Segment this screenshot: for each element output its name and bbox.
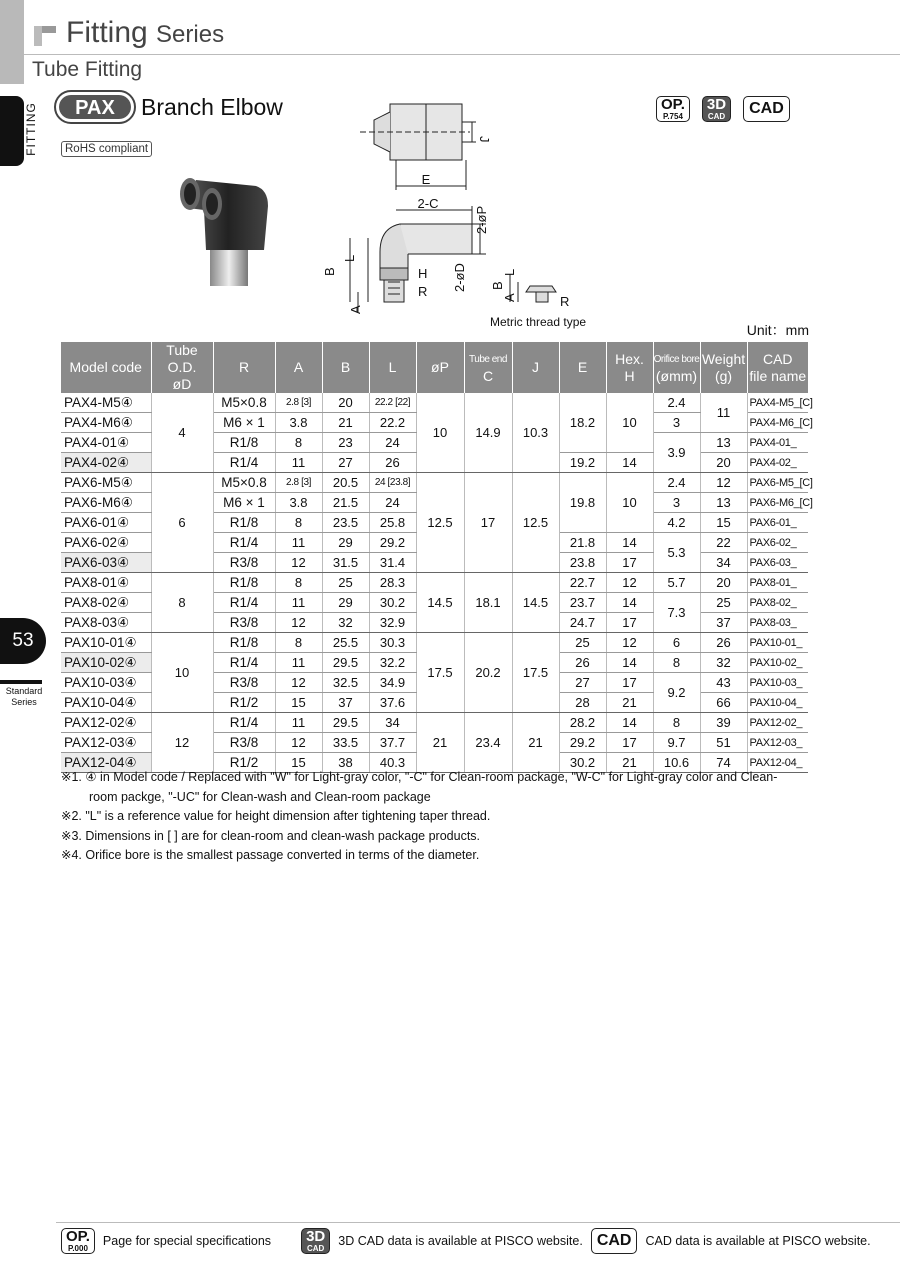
model-code-cell: PAX8-03④: [61, 613, 151, 633]
table-cell: 12: [275, 733, 322, 753]
table-cell: 14.9: [464, 393, 512, 473]
table-cell: R1/4: [213, 713, 275, 733]
cad-file-cell: PAX6-M6_[C]: [747, 493, 808, 513]
note-1-cont: room packge, "-UC" for Clean-wash and Clean-room package: [89, 789, 431, 804]
svg-text:PAX: PAX: [75, 97, 115, 119]
table-cell: 8: [653, 713, 700, 733]
table-cell: 8: [653, 653, 700, 673]
table-cell: 15: [275, 693, 322, 713]
table-cell: 22.7: [559, 573, 606, 593]
table-cell: 17: [606, 733, 653, 753]
table-cell: 17: [464, 473, 512, 573]
model-code-cell: PAX4-01④: [61, 433, 151, 453]
page-subtitle: Tube Fitting: [32, 58, 143, 81]
table-cell: R1/4: [213, 453, 275, 473]
svg-text:L: L: [342, 254, 357, 262]
product-photo: [176, 172, 276, 288]
svg-text:L: L: [502, 268, 517, 276]
notes: [61, 768, 806, 866]
table-cell: 24.7: [559, 613, 606, 633]
svg-text:A: A: [348, 305, 363, 314]
table-header-cell: Hex. H: [606, 342, 653, 393]
table-cell: 25.8: [369, 513, 416, 533]
svg-text:R: R: [560, 294, 570, 309]
cad-file-cell: PAX6-01_: [747, 513, 808, 533]
table-cell: 23.8: [559, 553, 606, 573]
table-cell: 32.5: [322, 673, 369, 693]
series-title: Fitting Series: [66, 16, 225, 49]
table-cell: R1/4: [213, 593, 275, 613]
table-cell: 74: [700, 753, 747, 773]
footer-cad-badge: CAD: [591, 1228, 638, 1254]
table-cell: 7.3: [653, 593, 700, 633]
svg-text:B: B: [490, 281, 505, 290]
table-cell: 18.2: [559, 393, 606, 453]
table-cell: 12: [700, 473, 747, 493]
model-code-cell: PAX12-03④: [61, 733, 151, 753]
table-cell: 28.2: [559, 713, 606, 733]
table-cell: 9.2: [653, 673, 700, 713]
table-cell: 23.4: [464, 713, 512, 773]
table-cell: 37.7: [369, 733, 416, 753]
table-cell: 11: [275, 653, 322, 673]
table-cell: R3/8: [213, 673, 275, 693]
table-header-cell: Tube end C: [464, 342, 512, 393]
table-cell: 30.2: [369, 593, 416, 613]
table-cell: 13: [700, 493, 747, 513]
table-header-cell: B: [322, 342, 369, 393]
unit-label: Unit：mm: [746, 322, 809, 338]
table-cell: 6: [653, 633, 700, 653]
table-cell: 9.7: [653, 733, 700, 753]
table-cell: 2.4: [653, 393, 700, 413]
table-cell: R1/4: [213, 653, 275, 673]
footer-3d-cad-text: 3D CAD data is available at PISCO website.: [338, 1234, 583, 1248]
table-cell: 11: [275, 713, 322, 733]
table-cell: 10.6: [653, 753, 700, 773]
table-cell: 10: [606, 393, 653, 453]
header-divider: [24, 54, 900, 55]
table-cell: 29.2: [369, 533, 416, 553]
table-cell: 26: [369, 453, 416, 473]
cad-file-cell: PAX6-03_: [747, 553, 808, 573]
table-cell: 12: [151, 713, 213, 773]
table-cell: 20: [322, 393, 369, 413]
table-cell: 15: [700, 513, 747, 533]
table-cell: 21.8: [559, 533, 606, 553]
table-cell: 8: [275, 573, 322, 593]
table-cell: 21: [322, 413, 369, 433]
table-cell: 22.2: [369, 413, 416, 433]
table-cell: 10.3: [512, 393, 559, 473]
fitting-side-tab: [0, 96, 24, 166]
table-cell: 29.5: [322, 713, 369, 733]
svg-text:2-øD: 2-øD: [452, 263, 467, 292]
model-code-cell: PAX6-03④: [61, 553, 151, 573]
svg-text:B: B: [322, 267, 337, 276]
cad-file-cell: PAX8-01_: [747, 573, 808, 593]
table-cell: 19.2: [559, 453, 606, 473]
table-header-cell: Weight (g): [700, 342, 747, 393]
table-header-cell: E: [559, 342, 606, 393]
table-cell: 8: [275, 513, 322, 533]
table-cell: 34.9: [369, 673, 416, 693]
table-cell: R1/8: [213, 633, 275, 653]
table-cell: 37.6: [369, 693, 416, 713]
table-row: [61, 473, 808, 493]
svg-text:R: R: [418, 284, 428, 299]
table-cell: 24: [369, 433, 416, 453]
table-cell: 17.5: [512, 633, 559, 713]
table-cell: 31.5: [322, 553, 369, 573]
table-cell: 30.3: [369, 633, 416, 653]
table-cell: R1/8: [213, 513, 275, 533]
table-cell: 11: [275, 593, 322, 613]
model-code-cell: PAX8-02④: [61, 593, 151, 613]
table-header-cell: J: [512, 342, 559, 393]
table-cell: 25: [322, 573, 369, 593]
model-code-cell: PAX10-04④: [61, 693, 151, 713]
table-cell: 14.5: [416, 573, 464, 633]
table-cell: 21: [416, 713, 464, 773]
table-cell: 24 [23.8]: [369, 473, 416, 493]
table-cell: 29.5: [322, 653, 369, 673]
table-cell: 3.8: [275, 493, 322, 513]
table-cell: 32: [700, 653, 747, 673]
model-code-cell: PAX10-01④: [61, 633, 151, 653]
table-header-row: [61, 342, 808, 393]
fitting-series-icon: [32, 22, 58, 48]
table-cell: 66: [700, 693, 747, 713]
pax-logo: [54, 90, 136, 124]
table-cell: 12: [606, 633, 653, 653]
table-cell: 5.7: [653, 573, 700, 593]
table-header-cell: A: [275, 342, 322, 393]
table-cell: 22.2 [22]: [369, 393, 416, 413]
table-row: [61, 573, 808, 593]
table-cell: 20.2: [464, 633, 512, 713]
table-cell: 17: [606, 613, 653, 633]
model-code-cell: PAX6-M6④: [61, 493, 151, 513]
footer-3d-cad-badge: 3D CAD: [301, 1228, 330, 1254]
table-cell: M5×0.8: [213, 393, 275, 413]
table-cell: 21: [606, 693, 653, 713]
model-code-cell: PAX6-01④: [61, 513, 151, 533]
table-cell: R1/4: [213, 533, 275, 553]
table-cell: 11: [275, 533, 322, 553]
spec-badges: [656, 96, 790, 122]
footer-legend: [61, 1228, 871, 1254]
table-cell: 31.4: [369, 553, 416, 573]
footer-divider: [56, 1222, 900, 1223]
table-cell: 14.5: [512, 573, 559, 633]
dimension-drawing: [322, 96, 610, 320]
table-header-cell: Model code: [61, 342, 151, 393]
table-cell: 23.5: [322, 513, 369, 533]
table-cell: 17.5: [416, 633, 464, 713]
table-header-cell: Orifice bore (ømm): [653, 342, 700, 393]
table-cell: 14: [606, 713, 653, 733]
op-badge[interactable]: OP. P.754: [656, 96, 690, 122]
3d-cad-badge[interactable]: 3D CAD: [702, 96, 731, 122]
svg-text:2-C: 2-C: [417, 196, 439, 211]
cad-file-cell: PAX10-02_: [747, 653, 808, 673]
table-cell: 2.4: [653, 473, 700, 493]
table-cell: 17: [606, 553, 653, 573]
table-cell: 3: [653, 413, 700, 433]
table-header-cell: Tube O.D. øD: [151, 342, 213, 393]
page-number: 53: [0, 618, 46, 664]
table-cell: M6 × 1: [213, 413, 275, 433]
table-cell: 12: [275, 673, 322, 693]
table-cell: 11: [275, 453, 322, 473]
model-code-cell: PAX4-M5④: [61, 393, 151, 413]
table-cell: 4.2: [653, 513, 700, 533]
table-cell: 26: [700, 633, 747, 653]
cad-badge[interactable]: CAD: [743, 96, 790, 122]
cad-file-cell: PAX12-02_: [747, 713, 808, 733]
table-cell: 22: [700, 533, 747, 553]
cad-file-cell: PAX4-01_: [747, 433, 808, 453]
cad-file-cell: PAX4-M5_[C]: [747, 393, 808, 413]
svg-text:H: H: [418, 266, 428, 281]
note-3: ※3. Dimensions in [ ] are for clean-room and clean-wash package products.: [61, 828, 481, 843]
table-cell: 15: [275, 753, 322, 773]
table-cell: 13: [700, 433, 747, 453]
table-cell: 19.8: [559, 473, 606, 533]
table-cell: 4: [151, 393, 213, 473]
table-cell: 14: [606, 453, 653, 473]
table-cell: 14: [606, 593, 653, 613]
svg-text:A: A: [502, 293, 517, 302]
table-cell: 43: [700, 673, 747, 693]
footer-op-badge: OP. P.000: [61, 1228, 95, 1254]
note-1: ※1. ④ in Model code / Replaced with "W" for Light-gray color, "-C" for Clean-room package, "W-C" for Light-gray color and Clean-: [61, 770, 778, 784]
table-cell: 20: [700, 453, 747, 473]
table-cell: 21: [512, 713, 559, 773]
cad-file-cell: PAX6-02_: [747, 533, 808, 553]
table-cell: 21: [606, 753, 653, 773]
footer-cad-text: CAD data is available at PISCO website.: [645, 1234, 871, 1248]
table-header-cell: L: [369, 342, 416, 393]
table-cell: R3/8: [213, 553, 275, 573]
table-cell: 12: [275, 613, 322, 633]
table-cell: 32.9: [369, 613, 416, 633]
table-cell: 12: [606, 573, 653, 593]
table-cell: R3/8: [213, 613, 275, 633]
cad-file-cell: PAX10-01_: [747, 633, 808, 653]
table-cell: 32.2: [369, 653, 416, 673]
fitting-side-label: FITTING: [23, 102, 38, 156]
table-cell: M5×0.8: [213, 473, 275, 493]
table-cell: 24: [369, 493, 416, 513]
table-cell: 3.9: [653, 433, 700, 473]
table-cell: 20.5: [322, 473, 369, 493]
table-cell: 3: [653, 493, 700, 513]
svg-text:2-øP: 2-øP: [474, 205, 489, 234]
table-cell: 27: [322, 453, 369, 473]
table-cell: 20: [700, 573, 747, 593]
model-code-cell: PAX4-02④: [61, 453, 151, 473]
table-row: [61, 713, 808, 733]
table-cell: 27: [559, 673, 606, 693]
cad-file-cell: PAX4-02_: [747, 453, 808, 473]
rohs-badge: RoHS compliant: [61, 141, 152, 157]
model-code-cell: PAX12-02④: [61, 713, 151, 733]
metric-thread-caption: Metric thread type: [490, 315, 587, 329]
spec-table: [61, 342, 813, 773]
table-cell: 2.8 [3]: [275, 473, 322, 493]
table-cell: 39: [700, 713, 747, 733]
table-row: [61, 393, 808, 413]
table-cell: 29: [322, 533, 369, 553]
table-cell: 5.3: [653, 533, 700, 573]
table-cell: 29.2: [559, 733, 606, 753]
page-section-label: Standard Series: [5, 686, 43, 707]
table-cell: R1/8: [213, 573, 275, 593]
note-2: ※2. "L" is a reference value for height dimension after tightening taper thread.: [61, 809, 491, 823]
table-cell: R1/2: [213, 753, 275, 773]
model-code-cell: PAX4-M6④: [61, 413, 151, 433]
table-cell: 51: [700, 733, 747, 753]
cad-file-cell: PAX10-03_: [747, 673, 808, 693]
note-4: ※4. Orifice bore is the smallest passage converted in terms of the diameter.: [61, 848, 480, 862]
table-header-cell: CAD file name: [747, 342, 808, 393]
cad-file-cell: PAX4-M6_[C]: [747, 413, 808, 433]
table-cell: R1/8: [213, 433, 275, 453]
table-cell: 25: [700, 593, 747, 613]
model-code-cell: PAX6-M5④: [61, 473, 151, 493]
table-cell: 25.5: [322, 633, 369, 653]
table-cell: 12.5: [512, 473, 559, 573]
table-cell: 37: [700, 613, 747, 633]
model-code-cell: PAX6-02④: [61, 533, 151, 553]
table-cell: 29: [322, 593, 369, 613]
table-cell: 10: [416, 393, 464, 473]
table-cell: 8: [275, 633, 322, 653]
table-header-cell: R: [213, 342, 275, 393]
table-cell: 33.5: [322, 733, 369, 753]
table-cell: R3/8: [213, 733, 275, 753]
table-cell: 26: [559, 653, 606, 673]
table-cell: 34: [369, 713, 416, 733]
table-cell: M6 × 1: [213, 493, 275, 513]
table-cell: 23: [322, 433, 369, 453]
table-cell: 12: [275, 553, 322, 573]
table-cell: 37: [322, 693, 369, 713]
table-cell: 8: [275, 433, 322, 453]
table-cell: 2.8 [3]: [275, 393, 322, 413]
table-cell: 12.5: [416, 473, 464, 573]
model-code-cell: PAX12-04④: [61, 753, 151, 773]
table-cell: 14: [606, 533, 653, 553]
table-cell: 3.8: [275, 413, 322, 433]
table-cell: 23.7: [559, 593, 606, 613]
header-gray-bar: [0, 0, 24, 84]
table-cell: 10: [606, 473, 653, 533]
cad-file-cell: PAX8-02_: [747, 593, 808, 613]
table-header-cell: øP: [416, 342, 464, 393]
cad-file-cell: PAX10-04_: [747, 693, 808, 713]
table-cell: 34: [700, 553, 747, 573]
table-cell: 28.3: [369, 573, 416, 593]
model-code-cell: PAX10-03④: [61, 673, 151, 693]
svg-text:E: E: [421, 172, 431, 187]
cad-file-cell: PAX12-04_: [747, 753, 808, 773]
table-cell: 11: [700, 393, 747, 433]
table-cell: 25: [559, 633, 606, 653]
footer-op-text: Page for special specifications: [102, 1234, 272, 1248]
table-cell: 32: [322, 613, 369, 633]
page-bar: [0, 680, 42, 684]
model-code-cell: PAX10-02④: [61, 653, 151, 673]
table-cell: 10: [151, 633, 213, 713]
cad-file-cell: PAX6-M5_[C]: [747, 473, 808, 493]
table-cell: 40.3: [369, 753, 416, 773]
model-code-cell: PAX8-01④: [61, 573, 151, 593]
svg-text:J: J: [477, 136, 492, 143]
table-cell: 14: [606, 653, 653, 673]
table-cell: 8: [151, 573, 213, 633]
product-title: Branch Elbow: [141, 94, 283, 120]
table-cell: 17: [606, 673, 653, 693]
table-cell: 21.5: [322, 493, 369, 513]
table-cell: 28: [559, 693, 606, 713]
table-cell: 38: [322, 753, 369, 773]
cad-file-cell: PAX12-03_: [747, 733, 808, 753]
table-row: [61, 633, 808, 653]
table-cell: 30.2: [559, 753, 606, 773]
cad-file-cell: PAX8-03_: [747, 613, 808, 633]
table-cell: R1/2: [213, 693, 275, 713]
table-cell: 6: [151, 473, 213, 573]
table-cell: 18.1: [464, 573, 512, 633]
